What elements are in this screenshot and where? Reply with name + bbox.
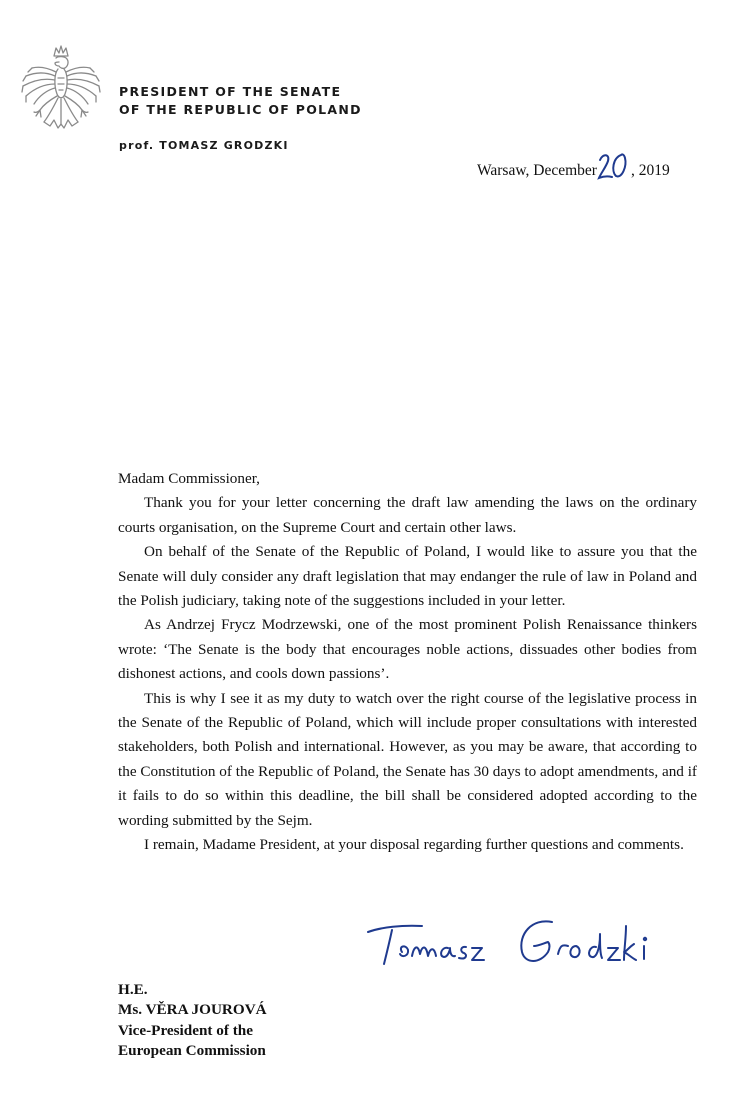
letterhead [119, 83, 362, 152]
salutation: Madam Commissioner, [118, 470, 260, 487]
letterhead-author: prof. TOMASZ GRODZKI [119, 139, 289, 152]
handwritten-signature [362, 904, 692, 984]
dateline [477, 151, 670, 181]
addressee-title: Vice-President of the [118, 1021, 253, 1039]
dateline-year: , 2019 [630, 162, 670, 179]
paragraph: As Andrzej Frycz Modrzewski, one of the most prominent Polish Renaissance thinkers wrote: ‘The Senate is the body that encourages noble actions, dissuades other bodies from dishonest actions, and cools down passions’. [118, 616, 697, 683]
addressee-honorific: H.E. [118, 981, 148, 998]
paragraph: This is why I see it as my duty to watch over the right course of the legislative process in the Senate of the Republic of Poland, which will include proper consultations with interested stakeholders, both Polish and international. However, as you may be aware, that according to the Constitution of the Republic of Poland, the Senate has 30 days to adopt amendments, and if it fails to do so within this deadline, the bill shall be considered adopted according to the wording submitted by the Sejm. [118, 689, 697, 829]
addressee-organisation: European Commission [118, 1041, 266, 1059]
paragraph: On behalf of the Senate of the Republic of Poland, I would like to assure you that the Senate will duly consider any draft legislation that may endanger the rule of law in Poland and the Polish judiciary, taking note of the suggestions included in your letter. [118, 543, 697, 610]
paragraph: I remain, Madame President, at your disposal regarding further questions and comments. [144, 836, 684, 854]
letterhead-title-line-1: PRESIDENT OF THE SENATE [119, 84, 342, 99]
polish-eagle-emblem-icon [14, 42, 108, 146]
letter-body [118, 467, 697, 858]
addressee-name: Ms. VĚRA JOUROVÁ [118, 1001, 267, 1019]
dateline-place-month: Warsaw, December [477, 162, 597, 179]
addressee-block [118, 980, 267, 1061]
handwritten-day [597, 151, 631, 181]
letterhead-title-line-2: OF THE REPUBLIC OF POLAND [119, 102, 362, 117]
paragraph: Thank you for your letter concerning the draft law amending the laws on the ordinary courts organisation, on the Supreme Court and certain other laws. [118, 494, 697, 536]
